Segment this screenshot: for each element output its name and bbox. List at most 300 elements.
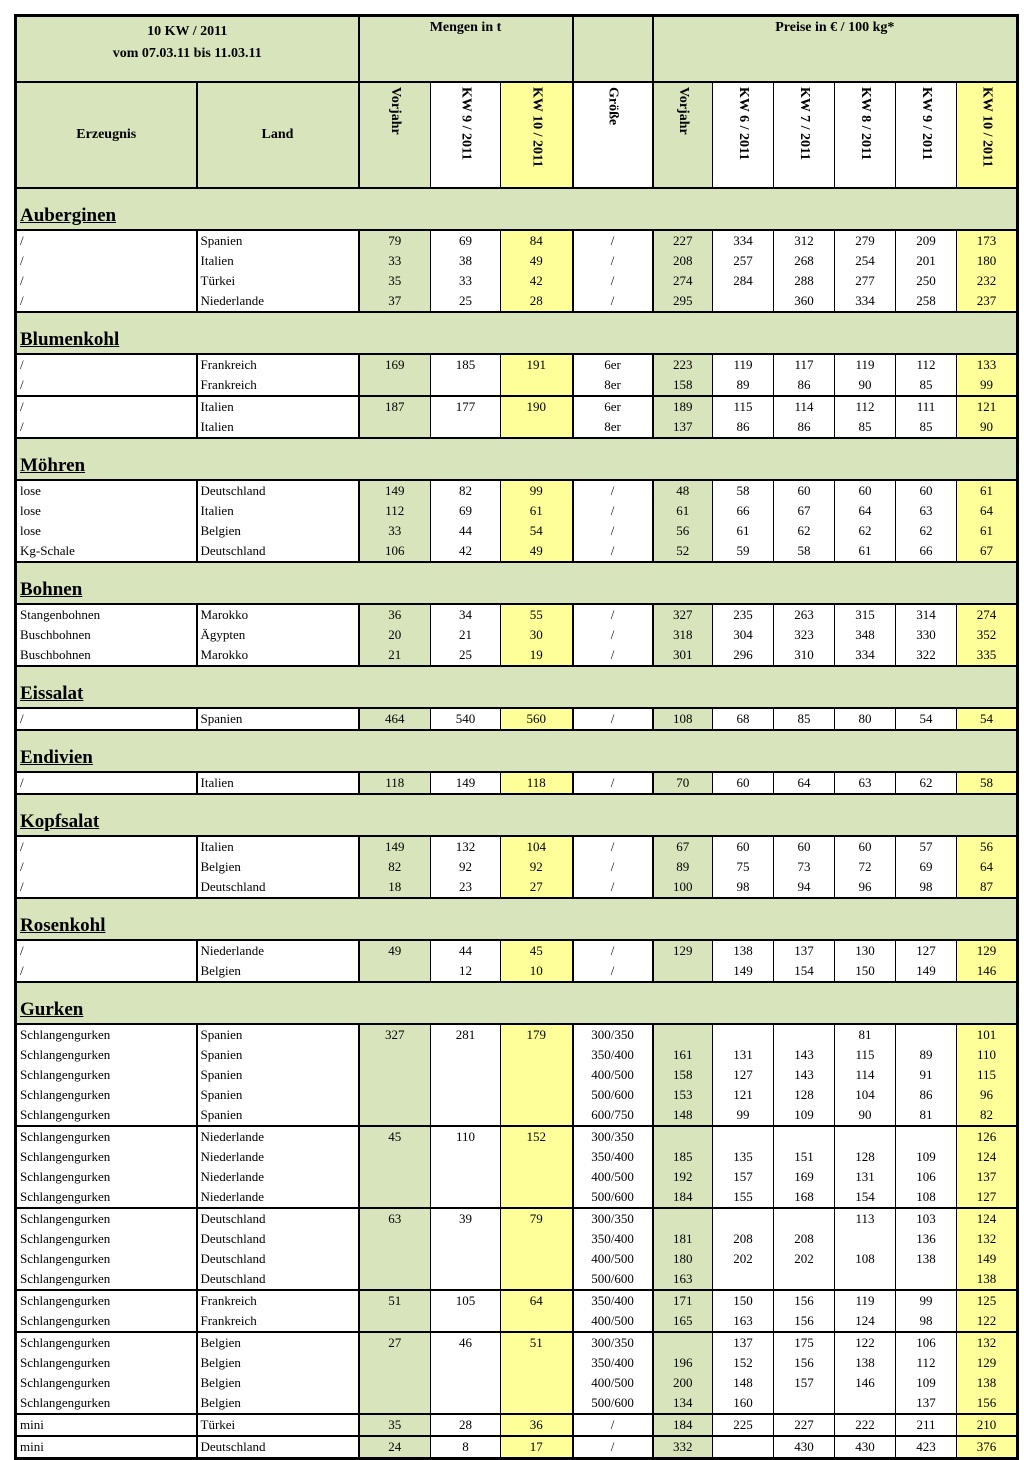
preis-vorjahr-cell: 108 xyxy=(653,708,713,730)
preis-kw7-cell: 288 xyxy=(774,271,835,291)
menge-vorjahr-cell: 51 xyxy=(359,1290,431,1311)
preis-kw6-cell: 58 xyxy=(713,480,774,501)
preis-kw8-cell: 128 xyxy=(835,1147,896,1167)
table-row xyxy=(16,877,1018,898)
preis-vorjahr-cell: 274 xyxy=(653,271,713,291)
preis-kw7-cell: 175 xyxy=(774,1332,835,1353)
groesse-cell: / xyxy=(573,645,653,666)
land-cell: Deutschland xyxy=(197,1208,359,1229)
menge-vorjahr-cell: 21 xyxy=(359,645,431,666)
preis-kw10-cell: 124 xyxy=(957,1208,1018,1229)
menge-kw9-cell: 540 xyxy=(431,708,501,730)
land-cell: Belgien xyxy=(197,857,359,877)
preis-kw6-cell: 59 xyxy=(713,541,774,562)
erzeugnis-cell: mini xyxy=(16,1414,197,1436)
preis-kw9-cell: 109 xyxy=(896,1373,957,1393)
menge-kw9-cell xyxy=(431,1105,501,1126)
preis-kw7-cell: 263 xyxy=(774,604,835,625)
groesse-label: Größe xyxy=(605,87,621,126)
preise-header: Preise in € / 100 kg* xyxy=(653,16,1018,83)
section-header-kopfsalat xyxy=(16,794,1018,836)
preis-kw7-cell: 227 xyxy=(774,1414,835,1436)
table-row xyxy=(16,857,1018,877)
groesse-cell: / xyxy=(573,521,653,541)
section-header-cell xyxy=(16,982,1018,1024)
preis-kw6-cell: 150 xyxy=(713,1290,774,1311)
preis-vorjahr-cell: 171 xyxy=(653,1290,713,1311)
preis-vorjahr-cell: 129 xyxy=(653,940,713,961)
preis-kw9-cell: 106 xyxy=(896,1167,957,1187)
menge-kw9-cell: 25 xyxy=(431,645,501,666)
section-title: Kopfsalat xyxy=(20,811,100,832)
menge-kw10-cell: 560 xyxy=(501,708,573,730)
preis-kw9-cell: 209 xyxy=(896,230,957,251)
erzeugnis-cell: Schlangengurken xyxy=(16,1229,197,1249)
menge-kw10-cell: 79 xyxy=(501,1208,573,1229)
preis-kw9-cell: 99 xyxy=(896,1290,957,1311)
menge-kw10-cell xyxy=(501,1065,573,1085)
preis-vorjahr-cell: 184 xyxy=(653,1187,713,1208)
groesse-cell: 350/400 xyxy=(573,1353,653,1373)
menge-kw10-cell xyxy=(501,417,573,438)
menge-kw10-cell: 55 xyxy=(501,604,573,625)
preis-kw7-cell: 156 xyxy=(774,1311,835,1332)
preis-kw9-cell: 127 xyxy=(896,940,957,961)
section-header-möhren xyxy=(16,438,1018,480)
preis-vorjahr-cell xyxy=(653,1024,713,1045)
preis-vorjahr-cell: 189 xyxy=(653,396,713,417)
preis-kw6-cell: 149 xyxy=(713,961,774,982)
preis-kw7-cell: 137 xyxy=(774,940,835,961)
menge-vorjahr-cell: 35 xyxy=(359,271,431,291)
menge-kw10-cell: 54 xyxy=(501,521,573,541)
section-title: Blumenkohl xyxy=(20,329,120,350)
land-cell: Italien xyxy=(197,417,359,438)
preis-kw10-cell: 138 xyxy=(957,1373,1018,1393)
section-header-blumenkohl xyxy=(16,312,1018,354)
land-cell: Deutschland xyxy=(197,877,359,898)
land-cell: Italien xyxy=(197,251,359,271)
land-cell: Deutschland xyxy=(197,1229,359,1249)
section-header-cell xyxy=(16,312,1018,354)
land-cell: Belgien xyxy=(197,1353,359,1373)
groesse-cell: / xyxy=(573,541,653,562)
erzeugnis-cell: lose xyxy=(16,521,197,541)
preis-kw8-cell: 222 xyxy=(835,1414,896,1436)
preis-vorjahr-cell: 184 xyxy=(653,1414,713,1436)
preis-kw8-cell: 334 xyxy=(835,291,896,312)
section-title: Bohnen xyxy=(20,579,83,600)
preis-kw8-cell: 130 xyxy=(835,940,896,961)
erzeugnis-cell: Buschbohnen xyxy=(16,625,197,645)
preis-kw9-cell: 149 xyxy=(896,961,957,982)
menge-vorjahr-cell xyxy=(359,1187,431,1208)
preis-vorjahr-cell: 70 xyxy=(653,772,713,794)
preis-kw6-cell: 61 xyxy=(713,521,774,541)
preis-kw10-cell: 61 xyxy=(957,480,1018,501)
menge-vorjahr-cell: 82 xyxy=(359,857,431,877)
land-cell: Türkei xyxy=(197,271,359,291)
menge-kw9-cell xyxy=(431,1229,501,1249)
table-row xyxy=(16,1187,1018,1208)
preis-kw7-cell: 168 xyxy=(774,1187,835,1208)
preis-kw9-cell: 138 xyxy=(896,1249,957,1269)
erzeugnis-cell: mini xyxy=(16,1436,197,1459)
preis-kw8-cell: 277 xyxy=(835,271,896,291)
preis-kw10-cell: 274 xyxy=(957,604,1018,625)
menge-kw9-cell: 8 xyxy=(431,1436,501,1459)
preis-kw10-cell: 56 xyxy=(957,836,1018,857)
menge-vorjahr-cell: 35 xyxy=(359,1414,431,1436)
preis-kw9-cell: 250 xyxy=(896,271,957,291)
menge-kw9-cell xyxy=(431,1167,501,1187)
preis-kw7-cell: 86 xyxy=(774,375,835,396)
groesse-cell: 6er xyxy=(573,354,653,375)
land-cell: Italien xyxy=(197,396,359,417)
preis-kw10-cell: 126 xyxy=(957,1126,1018,1147)
preis-kw10-label: KW 10 / 2011 xyxy=(979,87,995,168)
preis-kw9-cell: 201 xyxy=(896,251,957,271)
land-cell: Belgien xyxy=(197,961,359,982)
menge-kw9-cell: 105 xyxy=(431,1290,501,1311)
menge-vorjahr-cell: 33 xyxy=(359,251,431,271)
preis-kw7-cell: 73 xyxy=(774,857,835,877)
preis-kw7-cell: 64 xyxy=(774,772,835,794)
groesse-cell: / xyxy=(573,940,653,961)
preis-kw6-cell xyxy=(713,1024,774,1045)
menge-vorjahr-cell: 169 xyxy=(359,354,431,375)
preis-vorjahr-cell: 161 xyxy=(653,1045,713,1065)
preis-kw10-cell: 127 xyxy=(957,1187,1018,1208)
preis-vorjahr-cell: 196 xyxy=(653,1353,713,1373)
preis-kw8-header xyxy=(835,82,896,188)
preis-kw10-cell: 125 xyxy=(957,1290,1018,1311)
preis-kw7-cell: 360 xyxy=(774,291,835,312)
preis-kw8-cell: 146 xyxy=(835,1373,896,1393)
menge-vorjahr-cell: 149 xyxy=(359,480,431,501)
land-cell: Spanien xyxy=(197,1045,359,1065)
preis-kw6-cell: 138 xyxy=(713,940,774,961)
menge-kw9-cell: 38 xyxy=(431,251,501,271)
groesse-cell: 350/400 xyxy=(573,1045,653,1065)
menge-kw9-cell: 34 xyxy=(431,604,501,625)
preis-vorjahr-cell xyxy=(653,1332,713,1353)
preis-kw7-cell: 62 xyxy=(774,521,835,541)
preis-kw9-cell: 103 xyxy=(896,1208,957,1229)
menge-kw10-cell xyxy=(501,1187,573,1208)
menge-kw10-cell: 118 xyxy=(501,772,573,794)
preis-kw10-cell: 82 xyxy=(957,1105,1018,1126)
preis-kw9-cell: 109 xyxy=(896,1147,957,1167)
menge-kw9-cell: 44 xyxy=(431,940,501,961)
land-cell: Italien xyxy=(197,836,359,857)
preis-kw9-cell: 137 xyxy=(896,1393,957,1414)
menge-kw9-cell: 33 xyxy=(431,271,501,291)
preis-kw8-cell: 115 xyxy=(835,1045,896,1065)
groesse-cell: / xyxy=(573,480,653,501)
preis-kw6-cell: 148 xyxy=(713,1373,774,1393)
preis-kw10-cell: 137 xyxy=(957,1167,1018,1187)
menge-kw9-cell xyxy=(431,1147,501,1167)
preis-kw8-cell: 72 xyxy=(835,857,896,877)
preis-kw7-cell: 154 xyxy=(774,961,835,982)
preis-kw9-cell: 54 xyxy=(896,708,957,730)
preis-kw9-cell xyxy=(896,1024,957,1045)
land-cell: Deutschland xyxy=(197,1269,359,1290)
menge-kw9-cell: 281 xyxy=(431,1024,501,1045)
groesse-cell: / xyxy=(573,501,653,521)
preis-vorjahr-cell xyxy=(653,1208,713,1229)
land-cell: Belgien xyxy=(197,1373,359,1393)
groesse-cell: / xyxy=(573,708,653,730)
land-cell: Niederlande xyxy=(197,291,359,312)
preis-kw7-cell: 323 xyxy=(774,625,835,645)
preis-kw10-cell: 335 xyxy=(957,645,1018,666)
erzeugnis-cell: / xyxy=(16,230,197,251)
preis-kw9-cell: 69 xyxy=(896,857,957,877)
land-cell: Belgien xyxy=(197,1393,359,1414)
report-week: 10 KW / 2011 xyxy=(147,24,228,39)
preis-kw10-cell: 64 xyxy=(957,501,1018,521)
preis-kw9-cell: 108 xyxy=(896,1187,957,1208)
menge-kw10-cell: 17 xyxy=(501,1436,573,1459)
table-row xyxy=(16,940,1018,961)
preis-vorjahr-cell: 67 xyxy=(653,836,713,857)
menge-vorjahr-cell: 118 xyxy=(359,772,431,794)
menge-kw9-cell: 69 xyxy=(431,230,501,251)
groesse-cell: / xyxy=(573,1414,653,1436)
preis-kw9-cell: 66 xyxy=(896,541,957,562)
groesse-cell: / xyxy=(573,857,653,877)
groesse-cell: / xyxy=(573,772,653,794)
mengen-vorjahr-label: Vorjahr xyxy=(387,87,403,135)
preis-kw6-cell xyxy=(713,1436,774,1459)
preis-kw10-cell: 232 xyxy=(957,271,1018,291)
mengen-kw10-label: KW 10 / 2011 xyxy=(529,87,545,168)
preis-kw7-header xyxy=(774,82,835,188)
erzeugnis-cell: / xyxy=(16,354,197,375)
preis-kw8-cell: 62 xyxy=(835,521,896,541)
preis-vorjahr-cell: 165 xyxy=(653,1311,713,1332)
table-row xyxy=(16,417,1018,438)
table-row xyxy=(16,836,1018,857)
preis-kw6-cell: 296 xyxy=(713,645,774,666)
land-cell: Frankreich xyxy=(197,354,359,375)
preis-kw7-cell: 67 xyxy=(774,501,835,521)
menge-kw10-cell: 99 xyxy=(501,480,573,501)
preis-vorjahr-cell: 332 xyxy=(653,1436,713,1459)
preis-kw6-cell: 284 xyxy=(713,271,774,291)
groesse-cell: 400/500 xyxy=(573,1373,653,1393)
preis-kw8-cell: 64 xyxy=(835,501,896,521)
preis-kw6-cell: 60 xyxy=(713,836,774,857)
preis-kw7-cell xyxy=(774,1269,835,1290)
menge-kw10-cell: 51 xyxy=(501,1332,573,1353)
preis-kw8-cell: 138 xyxy=(835,1353,896,1373)
menge-kw9-cell: 12 xyxy=(431,961,501,982)
table-row xyxy=(16,961,1018,982)
preis-kw9-cell: 330 xyxy=(896,625,957,645)
preis-vorjahr-cell: 185 xyxy=(653,1147,713,1167)
preis-vorjahr-cell: 148 xyxy=(653,1105,713,1126)
table-row xyxy=(16,1085,1018,1105)
erzeugnis-cell: / xyxy=(16,772,197,794)
erzeugnis-cell: / xyxy=(16,708,197,730)
menge-kw10-cell: 28 xyxy=(501,291,573,312)
erzeugnis-cell: Schlangengurken xyxy=(16,1353,197,1373)
groesse-cell: 350/400 xyxy=(573,1229,653,1249)
land-cell: Belgien xyxy=(197,1332,359,1353)
menge-kw10-cell: 49 xyxy=(501,251,573,271)
preis-kw6-cell: 235 xyxy=(713,604,774,625)
preis-kw8-cell: 80 xyxy=(835,708,896,730)
menge-kw9-cell xyxy=(431,1269,501,1290)
table-row xyxy=(16,1167,1018,1187)
preis-kw6-cell: 119 xyxy=(713,354,774,375)
menge-kw9-cell: 42 xyxy=(431,541,501,562)
menge-vorjahr-cell: 20 xyxy=(359,625,431,645)
section-header-cell xyxy=(16,438,1018,480)
menge-kw9-cell xyxy=(431,1085,501,1105)
preis-kw7-cell: 151 xyxy=(774,1147,835,1167)
groesse-cell: / xyxy=(573,1436,653,1459)
table-row xyxy=(16,354,1018,375)
preis-kw8-cell: 104 xyxy=(835,1085,896,1105)
menge-kw9-cell: 82 xyxy=(431,480,501,501)
preis-kw6-cell: 68 xyxy=(713,708,774,730)
preis-kw9-cell: 62 xyxy=(896,772,957,794)
groesse-cell: 500/600 xyxy=(573,1393,653,1414)
preis-vorjahr-cell: 134 xyxy=(653,1393,713,1414)
menge-kw10-cell xyxy=(501,1311,573,1332)
groesse-cell: 300/350 xyxy=(573,1024,653,1045)
preis-kw10-cell: 121 xyxy=(957,396,1018,417)
menge-kw10-cell: 64 xyxy=(501,1290,573,1311)
land-cell: Frankreich xyxy=(197,1290,359,1311)
preis-vorjahr-cell xyxy=(653,1126,713,1147)
groesse-cell: / xyxy=(573,251,653,271)
preis-vorjahr-cell: 327 xyxy=(653,604,713,625)
table-row xyxy=(16,1045,1018,1065)
preis-kw6-cell: 115 xyxy=(713,396,774,417)
menge-vorjahr-cell xyxy=(359,961,431,982)
preis-kw7-cell: 312 xyxy=(774,230,835,251)
table-row xyxy=(16,1024,1018,1045)
preis-vorjahr-cell: 48 xyxy=(653,480,713,501)
preis-kw8-cell: 150 xyxy=(835,961,896,982)
preis-kw8-cell: 119 xyxy=(835,354,896,375)
erzeugnis-cell: Schlangengurken xyxy=(16,1332,197,1353)
menge-vorjahr-cell xyxy=(359,1311,431,1332)
land-cell: Belgien xyxy=(197,521,359,541)
land-cell: Deutschland xyxy=(197,1436,359,1459)
menge-vorjahr-cell: 37 xyxy=(359,291,431,312)
preis-kw6-cell: 135 xyxy=(713,1147,774,1167)
preis-kw9-cell: 91 xyxy=(896,1065,957,1085)
table-row xyxy=(16,1249,1018,1269)
preis-kw8-cell: 61 xyxy=(835,541,896,562)
menge-kw10-cell: 10 xyxy=(501,961,573,982)
groesse-cell: 6er xyxy=(573,396,653,417)
erzeugnis-cell: / xyxy=(16,417,197,438)
price-table xyxy=(14,14,1019,1460)
menge-kw10-cell xyxy=(501,1167,573,1187)
table-row xyxy=(16,230,1018,251)
preis-kw6-label: KW 6 / 2011 xyxy=(736,87,752,161)
erzeugnis-cell: Schlangengurken xyxy=(16,1373,197,1393)
menge-kw9-cell: 25 xyxy=(431,291,501,312)
menge-kw10-cell: 30 xyxy=(501,625,573,645)
erzeugnis-cell: Schlangengurken xyxy=(16,1126,197,1147)
preis-kw9-cell: 60 xyxy=(896,480,957,501)
menge-vorjahr-cell xyxy=(359,1249,431,1269)
land-cell: Spanien xyxy=(197,1065,359,1085)
land-cell: Spanien xyxy=(197,708,359,730)
preis-kw10-cell: 180 xyxy=(957,251,1018,271)
menge-kw10-cell xyxy=(501,1147,573,1167)
menge-kw10-cell xyxy=(501,1249,573,1269)
erzeugnis-cell: Schlangengurken xyxy=(16,1167,197,1187)
groesse-cell: 400/500 xyxy=(573,1065,653,1085)
preis-kw8-cell: 348 xyxy=(835,625,896,645)
preis-kw6-cell xyxy=(713,1269,774,1290)
menge-kw9-cell: 46 xyxy=(431,1332,501,1353)
preis-kw8-cell: 113 xyxy=(835,1208,896,1229)
preis-vorjahr-cell: 153 xyxy=(653,1085,713,1105)
table-row xyxy=(16,1269,1018,1290)
land-cell: Ägypten xyxy=(197,625,359,645)
preis-kw10-cell: 138 xyxy=(957,1269,1018,1290)
table-row xyxy=(16,396,1018,417)
menge-kw9-cell xyxy=(431,1311,501,1332)
preis-kw8-cell: 131 xyxy=(835,1167,896,1187)
preis-kw7-cell xyxy=(774,1208,835,1229)
preis-vorjahr-cell: 158 xyxy=(653,375,713,396)
section-header-cell xyxy=(16,794,1018,836)
table-row xyxy=(16,541,1018,562)
menge-kw10-cell: 19 xyxy=(501,645,573,666)
menge-kw9-cell xyxy=(431,417,501,438)
mengen-header: Mengen in t xyxy=(359,16,573,83)
table-row xyxy=(16,501,1018,521)
table-row xyxy=(16,291,1018,312)
table-row xyxy=(16,271,1018,291)
preis-kw9-cell xyxy=(896,1126,957,1147)
menge-kw10-cell: 92 xyxy=(501,857,573,877)
groesse-cell: 8er xyxy=(573,417,653,438)
preis-kw10-cell: 237 xyxy=(957,291,1018,312)
section-header-cell xyxy=(16,898,1018,940)
preis-kw7-cell: 202 xyxy=(774,1249,835,1269)
menge-kw9-cell xyxy=(431,375,501,396)
table-row xyxy=(16,1436,1018,1459)
preis-kw8-cell: 315 xyxy=(835,604,896,625)
preis-kw6-cell: 60 xyxy=(713,772,774,794)
preis-kw6-cell: 157 xyxy=(713,1167,774,1187)
preis-kw6-cell: 99 xyxy=(713,1105,774,1126)
menge-vorjahr-cell xyxy=(359,1147,431,1167)
report-period-cell xyxy=(16,16,359,83)
menge-kw9-cell: 21 xyxy=(431,625,501,645)
preis-kw7-cell: 208 xyxy=(774,1229,835,1249)
preis-kw6-cell: 131 xyxy=(713,1045,774,1065)
menge-kw10-cell: 84 xyxy=(501,230,573,251)
land-cell: Deutschland xyxy=(197,480,359,501)
preis-kw8-cell: 154 xyxy=(835,1187,896,1208)
preis-kw9-cell: 136 xyxy=(896,1229,957,1249)
land-cell: Marokko xyxy=(197,645,359,666)
preis-kw9-cell: 62 xyxy=(896,521,957,541)
